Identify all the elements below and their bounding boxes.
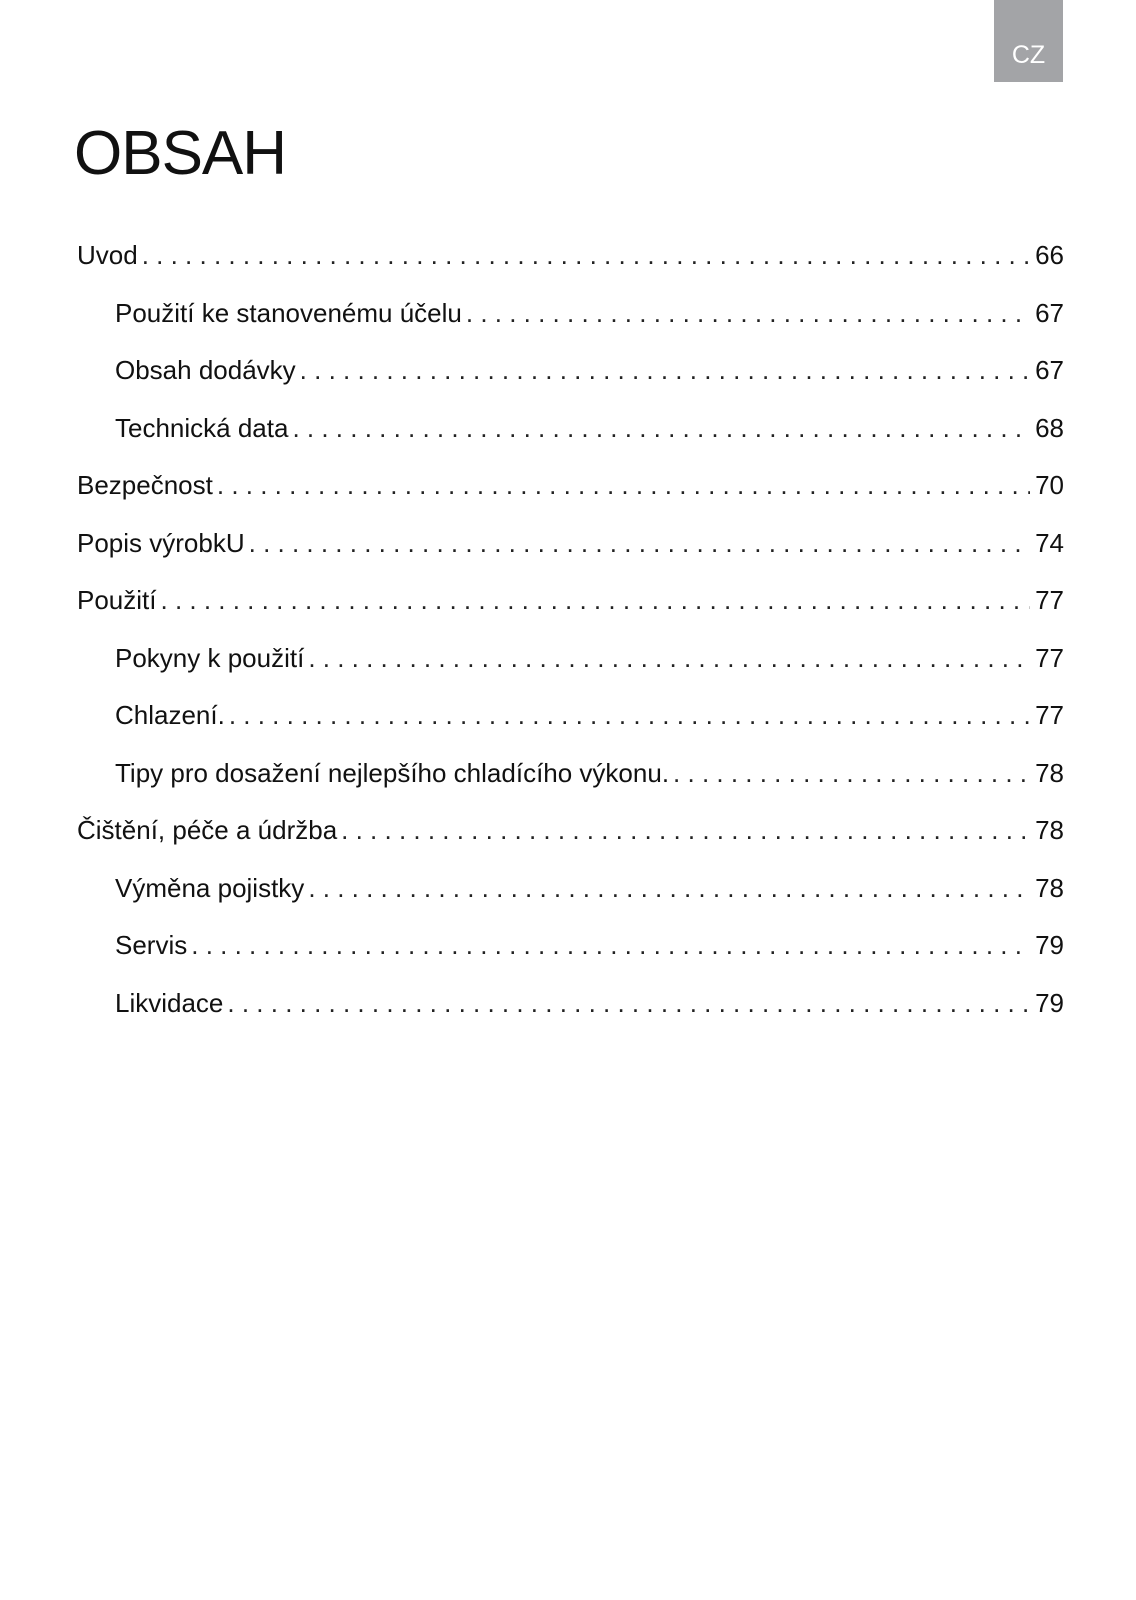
language-tab: CZ xyxy=(994,0,1063,82)
toc-entry-popis-vyrobku[interactable] xyxy=(77,528,1064,586)
toc-entry-page: 67 xyxy=(1035,297,1064,328)
toc-entry-page: 78 xyxy=(1035,757,1064,788)
toc-entry-page: 68 xyxy=(1035,412,1064,443)
toc-entry-technicka-data[interactable] xyxy=(77,413,1064,471)
toc-entry-servis[interactable] xyxy=(77,930,1064,988)
toc-entry-tipy-pro-dosazeni[interactable] xyxy=(77,758,1064,816)
toc-entry-label: Likvidace xyxy=(115,987,224,1018)
toc-dot-leader xyxy=(300,355,1030,386)
toc-entry-label: Pokyny k použití xyxy=(115,642,305,673)
toc-entry-pokyny-k-pouziti[interactable] xyxy=(77,643,1064,701)
toc-entry-page: 70 xyxy=(1035,470,1064,500)
toc-entry-page: 79 xyxy=(1035,987,1064,1018)
toc-dot-leader xyxy=(341,815,1030,846)
toc-entry-label: Čištění, péče a údržba xyxy=(77,815,338,845)
toc-entry-page: 79 xyxy=(1035,930,1064,960)
toc-dot-leader xyxy=(161,585,1031,616)
page-title: OBSAH xyxy=(74,119,287,188)
toc-entry-label: Použití xyxy=(77,585,157,615)
toc-dot-leader xyxy=(308,643,1030,674)
toc-entry-page: 74 xyxy=(1035,527,1064,558)
toc-entry-page: 77 xyxy=(1035,585,1064,615)
toc-entry-pouziti-ke-stanovenemu-ucelu[interactable] xyxy=(77,298,1064,356)
toc-entry-page: 77 xyxy=(1035,642,1064,673)
toc-entry-chlazeni[interactable] xyxy=(77,700,1064,758)
toc-entry-label: Výměna pojistky xyxy=(115,872,305,903)
toc-entry-label: Popis výrobkU xyxy=(77,527,245,558)
toc-dot-leader xyxy=(466,298,1030,329)
toc-dot-leader xyxy=(227,988,1030,1019)
toc-entry-label: Bezpečnost xyxy=(77,470,213,500)
toc-entry-label: Servis xyxy=(115,930,188,960)
toc-dot-leader xyxy=(673,758,1030,789)
toc-entry-cisteni-pece-a-udrzba[interactable] xyxy=(77,815,1064,873)
toc-entry-label: Tipy pro dosažení nejlepšího chladícího výkonu. xyxy=(115,757,670,788)
toc-entry-label: Uvod xyxy=(77,240,138,270)
toc-dot-leader xyxy=(292,413,1030,444)
toc-entry-page: 67 xyxy=(1035,355,1064,385)
toc-dot-leader xyxy=(308,873,1030,904)
toc-dot-leader xyxy=(229,700,1030,731)
toc-entry-bezpecnost[interactable] xyxy=(77,470,1064,528)
toc-dot-leader xyxy=(249,528,1030,559)
table-of-contents xyxy=(77,240,1064,1045)
toc-dot-leader xyxy=(217,470,1030,501)
toc-entry-uvod[interactable] xyxy=(77,240,1064,298)
toc-entry-page: 78 xyxy=(1035,872,1064,903)
toc-entry-page: 77 xyxy=(1035,700,1064,730)
toc-entry-page: 66 xyxy=(1035,240,1064,270)
toc-entry-likvidace[interactable] xyxy=(77,988,1064,1046)
toc-entry-page: 78 xyxy=(1035,815,1064,845)
toc-entry-label: Chlazení. xyxy=(115,700,225,730)
toc-entry-label: Technická data xyxy=(115,412,289,443)
toc-entry-pouziti[interactable] xyxy=(77,585,1064,643)
toc-entry-label: Obsah dodávky xyxy=(115,355,296,385)
toc-dot-leader xyxy=(191,930,1030,961)
toc-entry-obsah-dodavky[interactable] xyxy=(77,355,1064,413)
toc-entry-label: Použití ke stanovenému účelu xyxy=(115,297,462,328)
toc-entry-vymena-pojistky[interactable] xyxy=(77,873,1064,931)
toc-dot-leader xyxy=(142,240,1030,271)
